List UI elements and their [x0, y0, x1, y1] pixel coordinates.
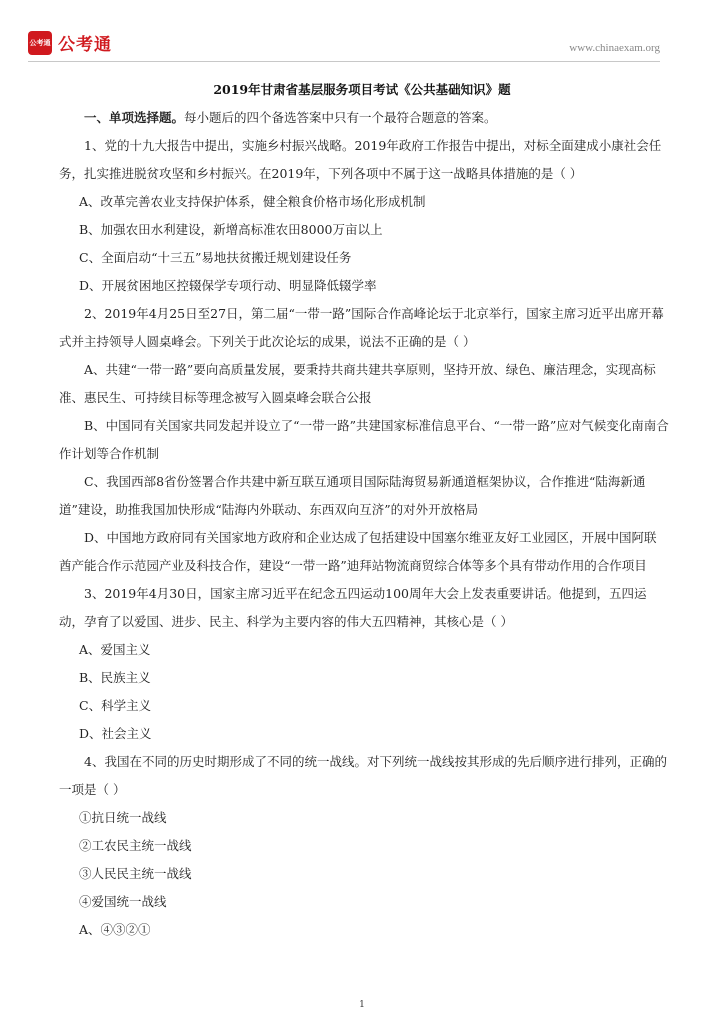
question-option: C、科学主义 — [79, 698, 152, 713]
question-option: B、中国同有关国家共同发起并设立了“一带一路”共建国家标准信息平台、“一带一路”应对气候变化南南合作计划等合作机制 — [59, 418, 669, 461]
question-option: D、社会主义 — [79, 726, 152, 741]
question-option: C、全面启动“十三五”易地扶贫搬迁规划建设任务 — [79, 250, 352, 265]
question-item: ④爱国统一战线 — [79, 894, 167, 909]
question-stem: 4、我国在不同的历史时期形成了不同的统一战线。对下列统一战线按其形成的先后顺序进行排列，正确的一项是（ ） — [59, 754, 667, 797]
question-option: C、我国西部8省份签署合作共建中新互联互通项目国际陆海贸易新通道框架协议，合作推进“陆海新通道”建设，助推我国加快形成“陆海内外联动、东西双向互济”的对外开放格局 — [59, 474, 646, 517]
section-heading — [59, 104, 669, 132]
question-option: D、中国地方政府同有关国家地方政府和企业达成了包括建设中国塞尔维亚友好工业园区，开展中国阿联酋产能合作示范园产业及科技合作，建设“一带一路”迪拜站物流商贸综合体等多个具有带动作用的合作项目 — [59, 530, 657, 573]
question-item: ①抗日统一战线 — [79, 810, 167, 825]
page-header — [28, 30, 660, 60]
question-option: B、民族主义 — [79, 670, 151, 685]
brand-logo[interactable] — [28, 30, 112, 55]
site-url[interactable]: www.chinaexam.org — [569, 42, 660, 54]
question-option: B、加强农田水利建设，新增高标准农田8000万亩以上 — [79, 222, 383, 237]
header-divider — [28, 61, 660, 62]
question-option: A、改革完善农业支持保护体系，健全粮食价格市场化形成机制 — [79, 194, 426, 209]
question-option: A、共建“一带一路”要向高质量发展，要秉持共商共建共享原则，坚持开放、绿色、廉洁理念，实现高标准、惠民生、可持续目标等理念被写入圆桌峰会联合公报 — [59, 362, 656, 405]
question-stem: 1、党的十九大报告中提出，实施乡村振兴战略。2019年政府工作报告中提出，对标全面建成小康社会任务，扎实推进脱贫攻坚和乡村振兴。在2019年，下列各项中不属于这一战略具体措施的是（ ） — [59, 138, 662, 181]
document-title: 2019年甘肃省基层服务项目考试《公共基础知识》题 — [213, 82, 511, 97]
document-body — [59, 104, 669, 944]
question-stem: 3、2019年4月30日，国家主席习近平在纪念五四运动100周年大会上发表重要讲话。他提到，五四运动，孕育了以爱国、进步、民主、科学为主要内容的伟大五四精神，其核心是（ ） — [59, 586, 647, 629]
section-instruction: 每小题后的四个备选答案中只有一个最符合题意的答案。 — [184, 110, 497, 125]
question-stem: 2、2019年4月25日至27日，第二届“一带一路”国际合作高峰论坛于北京举行，国家主席习近平出席开幕式并主持领导人圆桌峰会。下列关于此次论坛的成果，说法不正确的是（ ） — [59, 306, 664, 349]
section-heading-label: 一、单项选择题。 — [84, 110, 185, 125]
question-option: A、④③②① — [79, 922, 151, 937]
question-option: D、开展贫困地区控辍保学专项行动、明显降低辍学率 — [79, 278, 377, 293]
question-option: A、爱国主义 — [79, 642, 151, 657]
logo-text: 公考通 — [58, 35, 112, 55]
logo-badge-icon: 公考通 — [28, 31, 52, 55]
question-item: ②工农民主统一战线 — [79, 838, 192, 853]
question-item: ③人民民主统一战线 — [79, 866, 192, 881]
page-number: 1 — [359, 1000, 365, 1010]
